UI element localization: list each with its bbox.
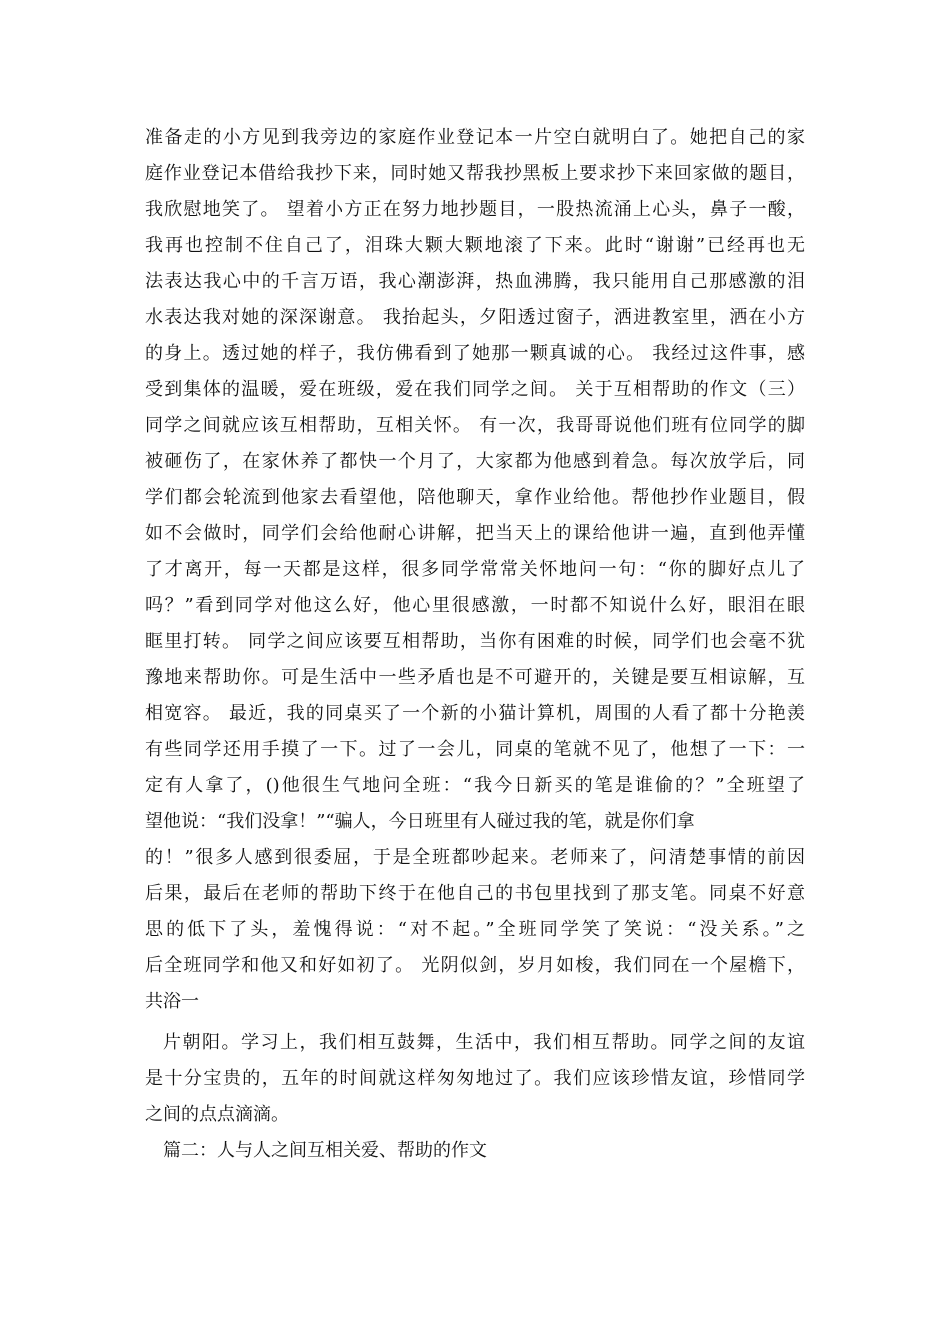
text-line: 豫地来帮助你。可是生活中一些矛盾也是不可避开的，关键是要互相谅解，互 [145,667,805,688]
text-line: 思的低下了头，羞愧得说：“对不起。”全班同学笑了笑说：“没关系。”之 [145,919,805,940]
text-line: 有些同学还用手摸了一下。过了一会儿，同桌的笔就不见了，他想了一下：一 [145,739,805,760]
text-line: 眶里打转。 同学之间应该要互相帮助，当你有困难的时候，同学们也会毫不犹 [145,631,805,652]
text-line: 共浴一 [145,991,199,1012]
text-line: 庭作业登记本借给我抄下来，同时她又帮我抄黑板上要求抄下来回家做的题目， [145,163,805,184]
text-line: 被砸伤了，在家休养了都快一个月了，大家都为他感到着急。每次放学后，同 [145,451,805,472]
text-line: 后果，最后在老师的帮助下终于在他自己的书包里找到了那支笔。同桌不好意 [145,883,805,904]
text-line: 受到集体的温暖，爱在班级，爱在我们同学之间。 关于互相帮助的作文（三） [145,379,805,400]
text-line: 如不会做时，同学们会给他耐心讲解，把当天上的课给他讲一遍，直到他弄懂 [145,523,805,544]
text-line: 后全班同学和他又和好如初了。 光阴似剑，岁月如梭，我们同在一个屋檐下， [145,955,805,976]
text-line: 准备走的小方见到我旁边的家庭作业登记本一片空白就明白了。她把自己的家 [145,127,805,148]
text-line: 同学之间就应该互相帮助，互相关怀。 有一次，我哥哥说他们班有位同学的脚 [145,415,805,436]
text-line: 学们都会轮流到他家去看望他，陪他聊天，拿作业给他。帮他抄作业题目，假 [145,487,805,508]
text-line: 之间的点点滴滴。 [145,1104,289,1125]
text-line: 了才离开，每一天都是这样，很多同学常常关怀地问一句：“你的脚好点儿了 [145,559,805,580]
text-line: 的！”很多人感到很委屈，于是全班都吵起来。老师来了，问清楚事情的前因 [145,847,805,868]
text-line: 是十分宝贵的，五年的时间就这样匆匆地过了。我们应该珍惜友谊，珍惜同学 [145,1068,805,1089]
text-line: 的身上。透过她的样子，我仿佛看到了她那一颗真诚的心。 我经过这件事，感 [145,343,805,364]
text-line: 片朝阳。学习上，我们相互鼓舞，生活中，我们相互帮助。同学之间的友谊 [163,1032,805,1053]
text-line: 吗？”看到同学对他这么好，他心里很感激，一时都不知说什么好，眼泪在眼 [145,595,805,616]
text-line: 水表达我对她的深深谢意。 我抬起头，夕阳透过窗子，洒进教室里，洒在小方 [145,307,805,328]
text-line: 我再也控制不住自己了，泪珠大颗大颗地滚了下来。此时“谢谢”已经再也无 [145,235,805,256]
text-line: 望他说：“我们没拿！”“骗人，今日班里有人碰过我的笔，就是你们拿 [145,811,695,832]
text-line: 法表达我心中的千言万语，我心潮澎湃，热血沸腾，我只能用自己那感激的泪 [145,271,805,292]
section-heading: 篇二：人与人之间互相关爱、帮助的作文 [163,1140,487,1161]
text-line: 相宽容。 最近，我的同桌买了一个新的小猫计算机，周围的人看了都十分艳羡 [145,703,805,724]
text-line: 定有人拿了，()他很生气地问全班：“我今日新买的笔是谁偷的？”全班望了 [145,775,805,796]
text-line: 我欣慰地笑了。 望着小方正在努力地抄题目，一股热流涌上心头，鼻子一酸， [145,199,805,220]
